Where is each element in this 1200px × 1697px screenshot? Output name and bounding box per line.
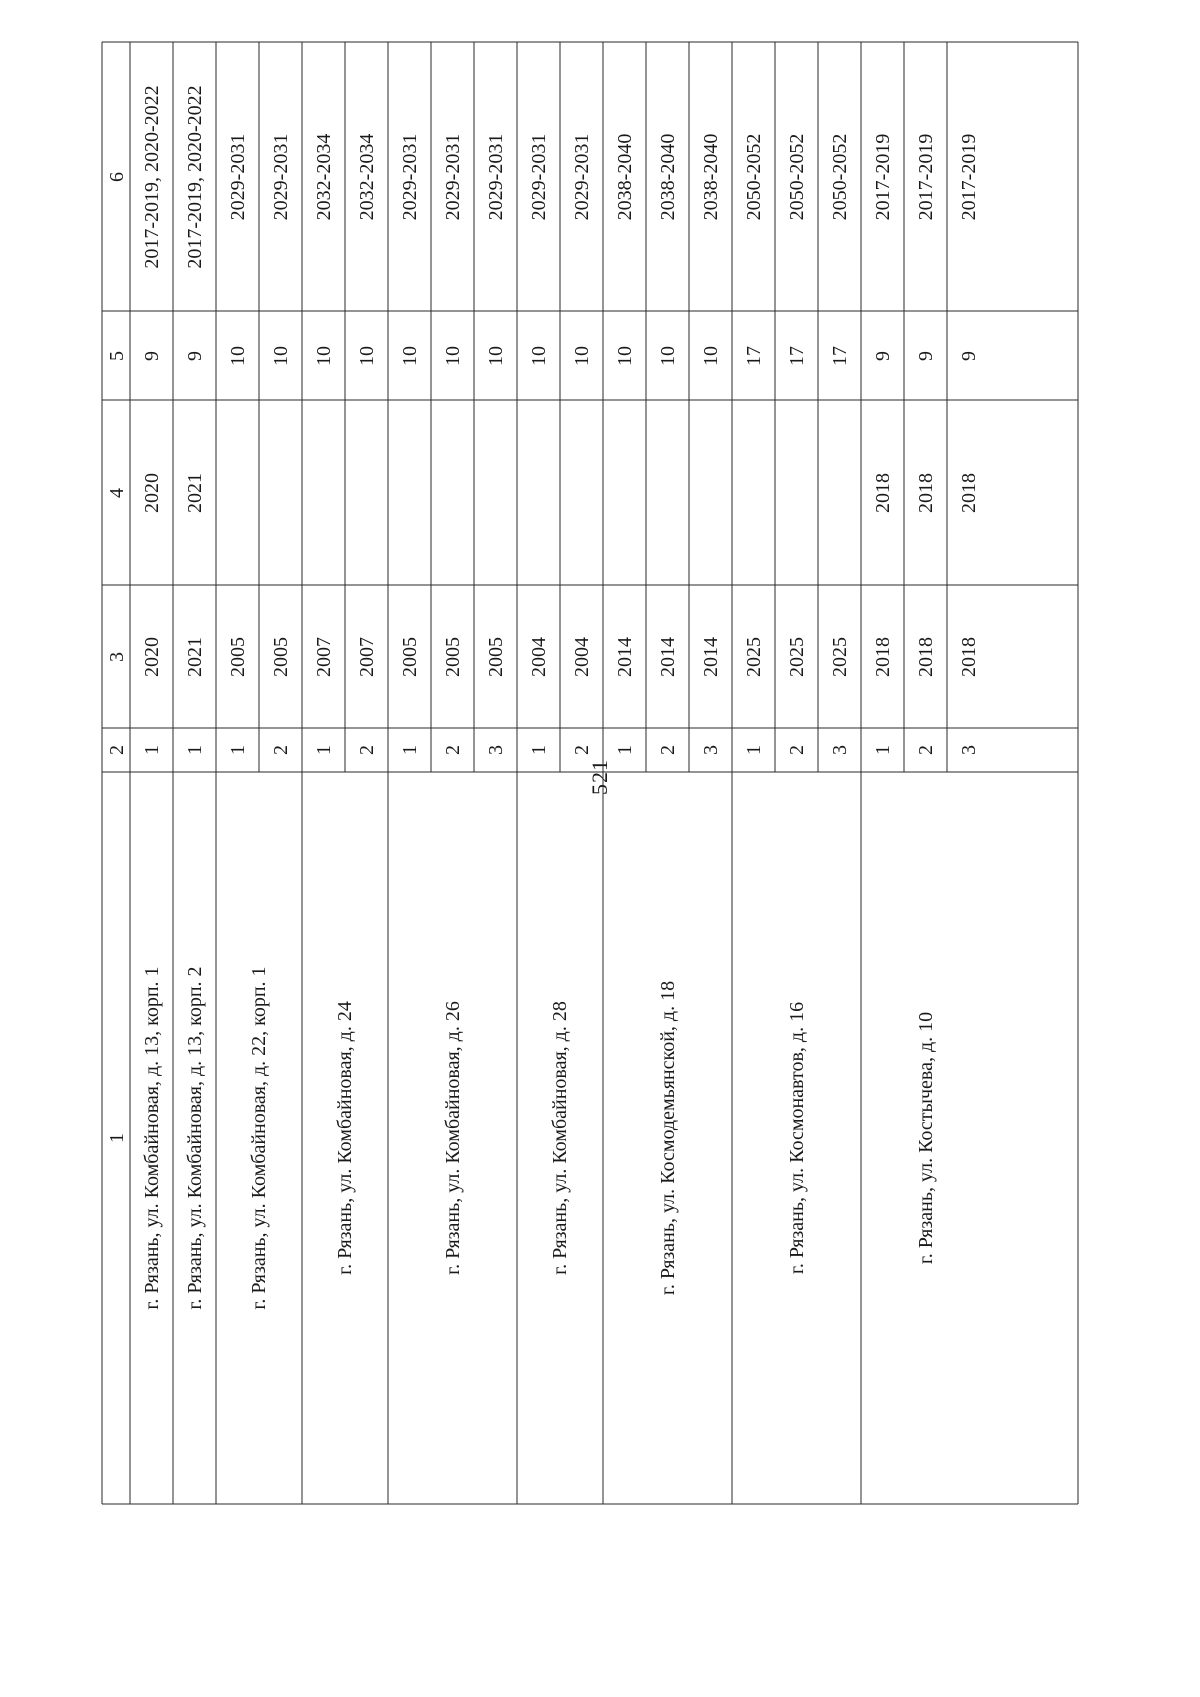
table-cell-c6: 2029-2031 xyxy=(570,133,593,220)
table-cell-c6: 2038-2040 xyxy=(699,133,722,220)
table-cell-c5: 10 xyxy=(613,345,636,366)
address-cell: г. Рязань, ул. Космонавтов, д. 16 xyxy=(785,1001,808,1275)
address-cell: г. Рязань, ул. Комбайновая, д. 26 xyxy=(441,1001,464,1275)
table-cell-c5: 9 xyxy=(140,350,163,361)
table-cell-c3: 2007 xyxy=(355,636,378,677)
table-cell-c3: 2020 xyxy=(140,636,163,677)
table-cell-c5: 17 xyxy=(742,345,765,366)
table-cell-c3: 2018 xyxy=(957,636,980,677)
table-cell-c2: 3 xyxy=(957,745,980,755)
column-header-4: 4 xyxy=(106,487,128,498)
table-cell-c3: 2005 xyxy=(226,636,249,677)
table-cell-c3: 2005 xyxy=(269,636,292,677)
table-cell-c5: 10 xyxy=(699,345,722,366)
address-cell: г. Рязань, ул. Костычева, д. 10 xyxy=(914,1011,937,1265)
table-cell-c2: 1 xyxy=(613,745,636,755)
table-cell-c2: 1 xyxy=(527,745,550,755)
table-cell-c6: 2029-2031 xyxy=(226,133,249,220)
table-cell-c2: 2 xyxy=(570,745,593,755)
table-cell-c4: 2018 xyxy=(871,472,894,513)
table-cell-c2: 1 xyxy=(398,745,421,755)
table-cell-c6: 2017-2019, 2020-2022 xyxy=(140,84,163,269)
table-cell-c6: 2038-2040 xyxy=(613,133,636,220)
table-cell-c2: 1 xyxy=(183,745,206,755)
table-cell-c5: 9 xyxy=(957,350,980,361)
table-cell-c6: 2017-2019 xyxy=(957,133,980,220)
table-cell-c6: 2029-2031 xyxy=(398,133,421,220)
table-cell-c5: 10 xyxy=(269,345,292,366)
column-header-5: 5 xyxy=(106,350,128,361)
page-number: 521 xyxy=(587,759,612,795)
table-cell-c3: 2014 xyxy=(699,636,722,677)
table-cell-c2: 2 xyxy=(785,745,808,755)
table-cell-c3: 2004 xyxy=(570,636,593,677)
table-cell-c2: 2 xyxy=(355,745,378,755)
column-header-2: 2 xyxy=(106,745,128,755)
column-header-6: 6 xyxy=(106,171,128,182)
column-header-3: 3 xyxy=(106,651,128,662)
table-cell-c2: 1 xyxy=(140,745,163,755)
table-cell-c3: 2005 xyxy=(484,636,507,677)
table-cell-c6: 2017-2019 xyxy=(871,133,894,220)
table-cell-c5: 10 xyxy=(355,345,378,366)
table-cell-c4: 2020 xyxy=(140,472,163,513)
table-cell-c5: 9 xyxy=(914,350,937,361)
table-cell-c5: 10 xyxy=(570,345,593,366)
table-cell-c2: 2 xyxy=(441,745,464,755)
table-cell-c6: 2029-2031 xyxy=(527,133,550,220)
table-cell-c3: 2021 xyxy=(183,636,206,677)
table-cell-c3: 2018 xyxy=(871,636,894,677)
table-cell-c3: 2014 xyxy=(613,636,636,677)
address-cell: г. Рязань, ул. Комбайновая, д. 22, корп. 1 xyxy=(248,966,270,1310)
column-header-1: 1 xyxy=(106,1133,128,1143)
table-cell-c6: 2032-2034 xyxy=(312,133,335,220)
table-cell-c2: 3 xyxy=(828,745,851,755)
address-cell: г. Рязань, ул. Комбайновая, д. 28 xyxy=(549,1001,571,1275)
table-cell-c3: 2025 xyxy=(742,636,765,677)
table-cell-c6: 2029-2031 xyxy=(269,133,292,220)
table-cell-c6: 2050-2052 xyxy=(785,133,808,220)
address-cell: г. Рязань, ул. Комбайновая, д. 13, корп. 2 xyxy=(183,966,206,1310)
address-cell: г. Рязань, ул. Космодемьянской, д. 18 xyxy=(656,980,679,1296)
table-cell-c5: 10 xyxy=(656,345,679,366)
table-cell-c6: 2038-2040 xyxy=(656,133,679,220)
rotated-table xyxy=(102,42,1078,1504)
table-cell-c3: 2007 xyxy=(312,636,335,677)
table-cell-c4: 2021 xyxy=(183,472,206,513)
table-cell-c6: 2017-2019 xyxy=(914,133,937,220)
table-cell-c4: 2018 xyxy=(914,472,937,513)
table-cell-c2: 1 xyxy=(742,745,765,755)
table-cell-c2: 1 xyxy=(226,745,249,755)
table-cell-c5: 9 xyxy=(183,350,206,361)
table-cell-c4: 2018 xyxy=(957,472,980,513)
table-cell-c2: 1 xyxy=(312,745,335,755)
table-cell-c6: 2029-2031 xyxy=(441,133,464,220)
table-cell-c3: 2025 xyxy=(828,636,851,677)
table-cell-c2: 2 xyxy=(914,745,937,755)
table-cell-c2: 2 xyxy=(269,745,292,755)
table-cell-c5: 10 xyxy=(398,345,421,366)
table-cell-c3: 2025 xyxy=(785,636,808,677)
table-cell-c6: 2050-2052 xyxy=(828,133,851,220)
table-cell-c3: 2005 xyxy=(441,636,464,677)
address-cell: г. Рязань, ул. Комбайновая, д. 24 xyxy=(334,1001,356,1275)
table-cell-c2: 2 xyxy=(656,745,679,755)
table-cell-c5: 10 xyxy=(441,345,464,366)
table-cell-c2: 3 xyxy=(484,745,507,755)
address-cell: г. Рязань, ул. Комбайновая, д. 13, корп. 1 xyxy=(140,966,163,1310)
table-cell-c3: 2005 xyxy=(398,636,421,677)
table-cell-c5: 17 xyxy=(828,345,851,366)
table-cell-c3: 2014 xyxy=(656,636,679,677)
table-cell-c2: 3 xyxy=(699,745,722,755)
table-cell-c5: 17 xyxy=(785,345,808,366)
table-cell-c6: 2029-2031 xyxy=(484,133,507,220)
table-cell-c3: 2018 xyxy=(914,636,937,677)
table-cell-c5: 10 xyxy=(312,345,335,366)
table-cell-c6: 2017-2019, 2020-2022 xyxy=(183,84,206,269)
table-cell-c5: 10 xyxy=(484,345,507,366)
table-cell-c5: 9 xyxy=(871,350,894,361)
table-cell-c3: 2004 xyxy=(527,636,550,677)
table-cell-c5: 10 xyxy=(527,345,550,366)
table-cell-c6: 2032-2034 xyxy=(355,133,378,220)
table-cell-c2: 1 xyxy=(871,745,894,755)
table-cell-c5: 10 xyxy=(226,345,249,366)
table-cell-c6: 2050-2052 xyxy=(742,133,765,220)
